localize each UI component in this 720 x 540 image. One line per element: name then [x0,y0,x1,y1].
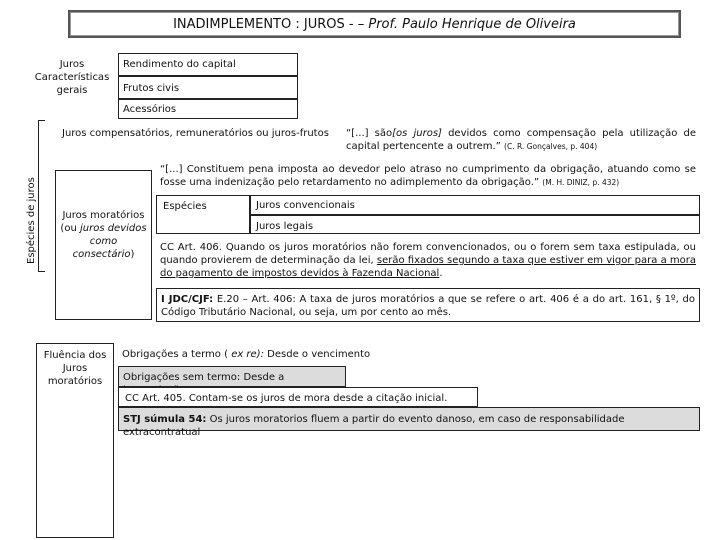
stj-sumula-text: STJ súmula 54: Os juros moratorios fluem a partir do evento danoso, em caso de responsabilidade extracontratual [123,414,625,438]
caracteristicas-label: Juros Características gerais [34,59,110,96]
juros-legais: Juros legais [250,215,700,234]
art405-box: CC Art. 405. Contam-se os juros de mora desde a citação inicial. [118,387,478,407]
obrigacoes-sem-termo: Obrigações sem termo: Desde a [118,366,346,387]
compensatorios-label: Juros compensatórios, remuneratórios ou juros-frutos [62,128,329,139]
especies-bracket [38,120,45,272]
juros-convencionais: Juros convencionais [250,195,700,215]
item-acessorios: Acessórios [118,99,298,119]
art406-text: CC Art. 406. Quando os juros moratórios não forem convencionados, ou o forem sem taxa estipulada, ou quando provierem de determinação da lei, serão fixados segundo a taxa que estiver em vigor para a mora do pagamento de impostos devidos à Fazenda Nacional. [160,242,696,279]
compensatorios-quote: “[...] são[os juros] devidos como compensação pela utilização de capital pertencente a outrem.” (C. R. Gonçalves, p. 404) [346,128,696,152]
fluencia-box [36,343,114,538]
title-box [68,10,681,38]
moratorios-label-box [55,170,152,320]
jdc-text: I JDC/CJF: E.20 – Art. 406: A taxa de juros moratórios a que se refere o art. 406 é a do art. 161, § 1º, do Código Tributário Nacional, ou seja, um por cento ao mês. [161,294,696,318]
stj-sumula-box [118,407,700,438]
page-title: INADIMPLEMENTO : JUROS - – Prof. Paulo Henrique de Oliveira [173,17,576,32]
moratorios-label: Juros moratórios (ou juros devidos como consectário) [60,210,147,260]
especies-side-label: Espécies de juros [26,177,37,264]
fluencia-label: Fluência dos Juros moratórios [43,350,107,387]
obrigacoes-termo: Obrigações a termo ( ex re): Desde o vencimento [122,349,371,360]
especies-box: Espécies [156,195,250,234]
jdc-box [156,288,700,322]
item-frutos: Frutos civis [118,76,298,99]
item-rendimento: Rendimento do capital [118,53,298,76]
moratorios-quote: “[...] Constituem pena imposta ao devedor pelo atraso no cumprimento da obrigação, atuando como se fosse uma indenização pelo retardamento no adimplemento da obrigação.” (M. H. DINIZ, p. 432) [160,164,696,188]
